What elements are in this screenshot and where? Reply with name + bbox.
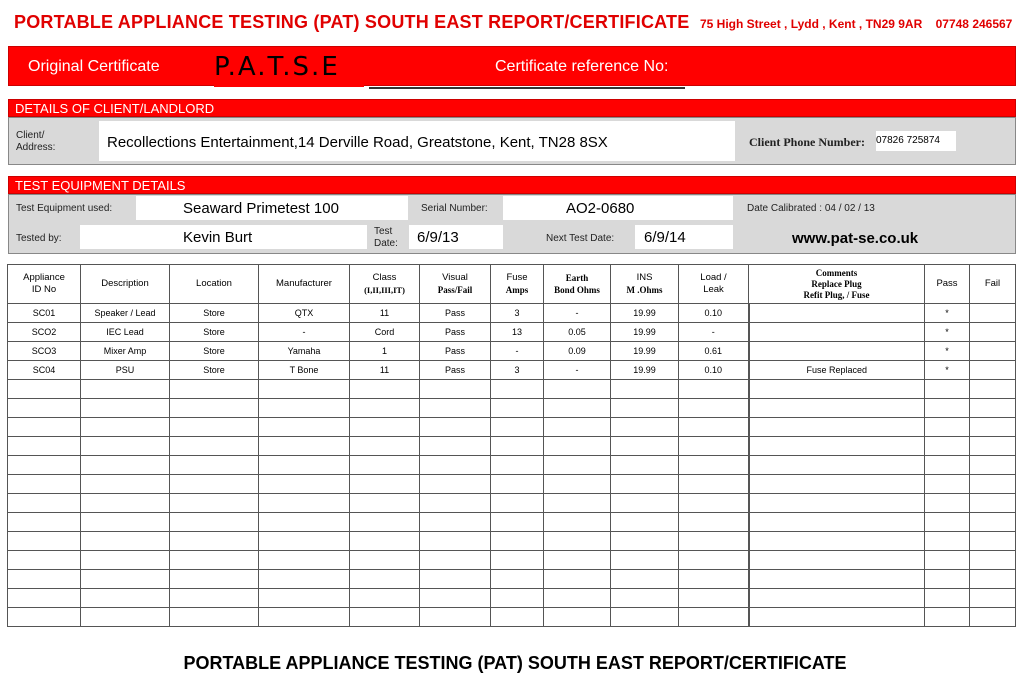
col-header-id: Appliance ID No xyxy=(8,265,81,304)
table-cell[interactable]: Mixer Amp xyxy=(81,342,170,361)
table-cell[interactable] xyxy=(259,494,350,513)
table-cell[interactable] xyxy=(81,494,170,513)
table-cell[interactable] xyxy=(611,513,679,532)
tested-by-field[interactable] xyxy=(80,225,367,249)
client-phone-label: Client Phone Number: xyxy=(749,135,865,149)
table-cell[interactable] xyxy=(8,418,81,437)
table-cell[interactable] xyxy=(420,475,491,494)
table-row xyxy=(8,513,1016,532)
table-cell[interactable]: Pass xyxy=(420,304,491,323)
table-header-row xyxy=(8,265,1016,304)
table-cell[interactable] xyxy=(544,608,611,627)
table-cell[interactable] xyxy=(350,475,420,494)
table-cell[interactable] xyxy=(970,418,1016,437)
table-cell[interactable]: 3 xyxy=(491,361,544,380)
certificate-ref-underline xyxy=(369,87,685,89)
table-cell[interactable]: - xyxy=(544,361,611,380)
table-cell[interactable] xyxy=(420,551,491,570)
table-cell[interactable]: QTX xyxy=(259,304,350,323)
table-cell[interactable] xyxy=(170,551,259,570)
table-cell[interactable] xyxy=(970,570,1016,589)
table-cell[interactable]: 3 xyxy=(491,304,544,323)
serial-field[interactable] xyxy=(503,196,733,220)
table-cell[interactable] xyxy=(491,399,544,418)
table-cell[interactable] xyxy=(491,456,544,475)
table-cell[interactable] xyxy=(925,570,970,589)
col-header-fuse: Fuse Amps xyxy=(491,265,544,304)
table-cell[interactable] xyxy=(970,399,1016,418)
table-cell[interactable] xyxy=(970,323,1016,342)
table-row xyxy=(8,494,1016,513)
table-cell[interactable]: - xyxy=(491,342,544,361)
table-cell[interactable] xyxy=(8,437,81,456)
table-cell[interactable] xyxy=(350,589,420,608)
table-cell[interactable]: 19.99 xyxy=(611,323,679,342)
table-cell[interactable] xyxy=(611,589,679,608)
table-cell[interactable] xyxy=(679,513,749,532)
table-cell[interactable] xyxy=(491,589,544,608)
col-header-location: Location xyxy=(170,265,259,304)
col-header-manufacturer: Manufacturer xyxy=(259,265,350,304)
client-phone-value: 07826 725874 xyxy=(876,135,940,146)
table-cell[interactable] xyxy=(611,608,679,627)
table-cell[interactable] xyxy=(81,570,170,589)
table-cell[interactable] xyxy=(259,380,350,399)
table-cell[interactable] xyxy=(925,418,970,437)
table-cell[interactable] xyxy=(925,380,970,399)
table-cell[interactable]: 19.99 xyxy=(611,304,679,323)
table-cell[interactable]: - xyxy=(544,304,611,323)
table-cell[interactable]: 0.10 xyxy=(679,304,749,323)
table-cell[interactable] xyxy=(350,456,420,475)
table-cell[interactable] xyxy=(749,475,925,494)
table-cell[interactable] xyxy=(679,380,749,399)
table-cell[interactable]: Store xyxy=(170,361,259,380)
table-cell[interactable] xyxy=(170,475,259,494)
table-cell[interactable] xyxy=(491,608,544,627)
table-cell[interactable] xyxy=(420,513,491,532)
next-test-label: Next Test Date: xyxy=(546,233,615,244)
table-cell[interactable] xyxy=(544,380,611,399)
table-cell[interactable] xyxy=(259,475,350,494)
serial-value: AO2-0680 xyxy=(566,200,635,217)
table-cell[interactable] xyxy=(170,437,259,456)
table-cell[interactable] xyxy=(8,380,81,399)
table-cell[interactable] xyxy=(259,437,350,456)
client-section xyxy=(8,117,1016,165)
table-cell[interactable] xyxy=(350,513,420,532)
table-row xyxy=(8,608,1016,627)
table-cell[interactable] xyxy=(611,456,679,475)
table-cell[interactable]: T Bone xyxy=(259,361,350,380)
test-date-field[interactable] xyxy=(409,225,503,249)
table-cell[interactable] xyxy=(925,437,970,456)
table-cell[interactable]: Store xyxy=(170,342,259,361)
calibrated-label: Date Calibrated : 04 / 02 / 13 xyxy=(747,203,875,214)
table-row xyxy=(8,399,1016,418)
equipment-section-header: TEST EQUIPMENT DETAILS xyxy=(8,176,1016,194)
table-cell[interactable] xyxy=(749,418,925,437)
table-cell[interactable] xyxy=(925,399,970,418)
table-cell[interactable] xyxy=(420,608,491,627)
original-certificate-label: Original Certificate xyxy=(28,58,160,75)
table-cell[interactable] xyxy=(350,380,420,399)
table-cell[interactable] xyxy=(8,589,81,608)
col-header-description: Description xyxy=(81,265,170,304)
table-cell[interactable] xyxy=(925,456,970,475)
table-cell[interactable] xyxy=(611,418,679,437)
table-cell[interactable]: * xyxy=(925,323,970,342)
table-cell[interactable] xyxy=(970,361,1016,380)
table-cell[interactable] xyxy=(749,342,925,361)
table-cell[interactable] xyxy=(544,475,611,494)
table-cell[interactable]: Store xyxy=(170,304,259,323)
table-cell[interactable] xyxy=(350,437,420,456)
table-cell[interactable]: IEC Lead xyxy=(81,323,170,342)
table-cell[interactable] xyxy=(350,532,420,551)
table-row xyxy=(8,304,1016,323)
table-cell[interactable] xyxy=(544,418,611,437)
col-header-fail: Fail xyxy=(970,265,1016,304)
table-cell[interactable] xyxy=(544,437,611,456)
client-label-2: Address: xyxy=(16,142,56,153)
table-cell[interactable] xyxy=(679,551,749,570)
table-cell[interactable] xyxy=(970,494,1016,513)
table-cell[interactable] xyxy=(544,589,611,608)
table-cell[interactable] xyxy=(749,551,925,570)
table-cell[interactable]: Pass xyxy=(420,342,491,361)
table-cell[interactable] xyxy=(970,342,1016,361)
client-section-header: DETAILS OF CLIENT/LANDLORD xyxy=(8,99,1016,117)
footer-title: PORTABLE APPLIANCE TESTING (PAT) SOUTH EAST REPORT/CERTIFICATE xyxy=(183,653,847,673)
table-row xyxy=(8,456,1016,475)
table-cell[interactable] xyxy=(925,513,970,532)
table-cell[interactable] xyxy=(170,532,259,551)
table-cell[interactable] xyxy=(491,532,544,551)
table-cell[interactable]: * xyxy=(925,304,970,323)
table-cell[interactable] xyxy=(491,380,544,399)
table-cell[interactable] xyxy=(8,608,81,627)
table-cell[interactable] xyxy=(350,551,420,570)
table-cell[interactable] xyxy=(749,380,925,399)
col-header-load: Load / Leak xyxy=(679,265,749,304)
table-cell[interactable]: Fuse Replaced xyxy=(749,361,925,380)
table-row xyxy=(8,589,1016,608)
table-cell[interactable] xyxy=(679,418,749,437)
table-cell[interactable] xyxy=(420,380,491,399)
table-cell[interactable]: 19.99 xyxy=(611,342,679,361)
table-cell[interactable] xyxy=(170,513,259,532)
table-cell[interactable] xyxy=(544,456,611,475)
table-cell[interactable] xyxy=(925,608,970,627)
table-cell[interactable] xyxy=(420,589,491,608)
equipment-field[interactable] xyxy=(136,196,408,220)
table-cell[interactable] xyxy=(170,456,259,475)
table-cell[interactable] xyxy=(420,437,491,456)
table-cell[interactable]: SC04 xyxy=(8,361,81,380)
table-cell[interactable] xyxy=(420,570,491,589)
table-cell[interactable] xyxy=(544,399,611,418)
table-cell[interactable] xyxy=(81,380,170,399)
table-cell[interactable]: 11 xyxy=(350,361,420,380)
table-cell[interactable] xyxy=(544,494,611,513)
company-address: 75 High Street , Lydd , Kent , TN29 9AR xyxy=(700,17,923,31)
test-date-label-1: Test xyxy=(374,226,393,237)
table-cell[interactable] xyxy=(925,589,970,608)
table-cell[interactable] xyxy=(749,608,925,627)
table-cell[interactable] xyxy=(81,589,170,608)
table-cell[interactable] xyxy=(679,437,749,456)
table-cell[interactable]: - xyxy=(679,323,749,342)
table-cell[interactable] xyxy=(81,418,170,437)
table-cell[interactable] xyxy=(259,532,350,551)
table-cell[interactable]: 1 xyxy=(350,342,420,361)
table-cell[interactable] xyxy=(749,437,925,456)
table-cell[interactable] xyxy=(749,570,925,589)
table-cell[interactable] xyxy=(491,418,544,437)
table-cell[interactable] xyxy=(544,513,611,532)
table-body xyxy=(8,304,1016,627)
table-row xyxy=(8,380,1016,399)
table-cell[interactable] xyxy=(81,608,170,627)
table-cell[interactable] xyxy=(749,532,925,551)
table-cell[interactable] xyxy=(925,494,970,513)
table-cell[interactable] xyxy=(491,494,544,513)
table-cell[interactable] xyxy=(8,551,81,570)
table-cell[interactable] xyxy=(544,570,611,589)
table-row xyxy=(8,437,1016,456)
table-cell[interactable] xyxy=(611,532,679,551)
table-cell[interactable] xyxy=(679,399,749,418)
table-cell[interactable]: SC01 xyxy=(8,304,81,323)
table-cell[interactable] xyxy=(259,570,350,589)
col-header-pass: Pass xyxy=(925,265,970,304)
table-cell[interactable] xyxy=(8,532,81,551)
table-cell[interactable] xyxy=(970,437,1016,456)
table-cell[interactable] xyxy=(170,380,259,399)
next-test-value: 6/9/14 xyxy=(644,229,686,246)
table-cell[interactable] xyxy=(8,475,81,494)
col-header-earth: Earth Bond Ohms xyxy=(544,265,611,304)
table-cell[interactable] xyxy=(970,380,1016,399)
website-link[interactable]: www.pat-se.co.uk xyxy=(792,230,919,247)
table-row xyxy=(8,475,1016,494)
table-cell[interactable] xyxy=(491,437,544,456)
table-cell[interactable]: Store xyxy=(170,323,259,342)
table-cell[interactable] xyxy=(749,304,925,323)
table-cell[interactable] xyxy=(350,608,420,627)
results-table xyxy=(7,264,1016,627)
table-cell[interactable] xyxy=(8,456,81,475)
table-cell[interactable] xyxy=(491,551,544,570)
table-cell[interactable] xyxy=(970,475,1016,494)
table-cell[interactable] xyxy=(420,418,491,437)
table-cell[interactable] xyxy=(259,513,350,532)
client-label-1: Client/ xyxy=(16,130,45,141)
table-cell[interactable] xyxy=(925,551,970,570)
tested-by-label: Tested by: xyxy=(16,233,62,244)
table-cell[interactable] xyxy=(749,494,925,513)
col-header-comments: Comments Replace Plug Refit Plug, / Fuse xyxy=(749,265,925,304)
table-cell[interactable] xyxy=(749,399,925,418)
certificate-banner xyxy=(8,46,1016,86)
table-cell[interactable] xyxy=(81,475,170,494)
table-cell[interactable] xyxy=(611,399,679,418)
table-row xyxy=(8,551,1016,570)
table-cell[interactable] xyxy=(259,608,350,627)
table-cell[interactable] xyxy=(259,551,350,570)
table-cell[interactable] xyxy=(491,475,544,494)
table-cell[interactable] xyxy=(170,494,259,513)
table-cell[interactable] xyxy=(170,589,259,608)
table-row xyxy=(8,361,1016,380)
company-phone: 07748 246567 xyxy=(935,17,1013,31)
table-row xyxy=(8,532,1016,551)
company-contact xyxy=(700,17,1012,31)
table-cell[interactable] xyxy=(544,532,611,551)
table-cell[interactable]: 0.09 xyxy=(544,342,611,361)
table-cell[interactable]: 0.10 xyxy=(679,361,749,380)
table-cell[interactable] xyxy=(259,589,350,608)
table-cell[interactable] xyxy=(8,399,81,418)
table-cell[interactable]: 11 xyxy=(350,304,420,323)
table-cell[interactable]: SCO2 xyxy=(8,323,81,342)
table-cell[interactable] xyxy=(611,475,679,494)
test-date-value: 6/9/13 xyxy=(417,229,459,246)
table-cell[interactable] xyxy=(259,418,350,437)
table-cell[interactable]: Speaker / Lead xyxy=(81,304,170,323)
table-cell[interactable]: SCO3 xyxy=(8,342,81,361)
table-cell[interactable] xyxy=(259,456,350,475)
table-cell[interactable]: 0.61 xyxy=(679,342,749,361)
serial-label: Serial Number: xyxy=(421,203,488,214)
table-cell[interactable] xyxy=(970,608,1016,627)
table-cell[interactable] xyxy=(679,589,749,608)
equipment-value: Seaward Primetest 100 xyxy=(183,200,339,217)
table-cell[interactable] xyxy=(420,456,491,475)
client-address-field[interactable] xyxy=(99,121,735,161)
table-row xyxy=(8,418,1016,437)
table-cell[interactable] xyxy=(491,513,544,532)
table-cell[interactable] xyxy=(611,437,679,456)
table-cell[interactable] xyxy=(259,399,350,418)
table-cell[interactable]: - xyxy=(259,323,350,342)
tested-by-value: Kevin Burt xyxy=(183,229,253,246)
table-cell[interactable] xyxy=(350,399,420,418)
col-header-class: Class (I,II,III,IT) xyxy=(350,265,420,304)
table-cell[interactable] xyxy=(749,589,925,608)
table-cell[interactable] xyxy=(970,304,1016,323)
test-date-label-2: Date: xyxy=(374,238,398,249)
table-cell[interactable] xyxy=(81,551,170,570)
table-cell[interactable] xyxy=(81,437,170,456)
table-cell[interactable] xyxy=(170,418,259,437)
table-cell[interactable] xyxy=(970,551,1016,570)
table-cell[interactable] xyxy=(749,323,925,342)
table-cell[interactable]: Pass xyxy=(420,323,491,342)
table-cell[interactable]: * xyxy=(925,361,970,380)
table-cell[interactable]: Cord xyxy=(350,323,420,342)
table-cell[interactable] xyxy=(749,513,925,532)
table-cell[interactable] xyxy=(350,418,420,437)
table-cell[interactable] xyxy=(81,513,170,532)
equipment-section xyxy=(8,194,1016,254)
table-cell[interactable] xyxy=(170,399,259,418)
table-cell[interactable] xyxy=(8,494,81,513)
table-cell[interactable] xyxy=(544,551,611,570)
table-row xyxy=(8,342,1016,361)
table-cell[interactable] xyxy=(420,532,491,551)
table-cell[interactable] xyxy=(925,475,970,494)
table-cell[interactable] xyxy=(8,513,81,532)
table-cell[interactable]: 13 xyxy=(491,323,544,342)
table-cell[interactable] xyxy=(350,494,420,513)
table-cell[interactable]: 0.05 xyxy=(544,323,611,342)
table-cell[interactable] xyxy=(679,475,749,494)
table-cell[interactable] xyxy=(679,532,749,551)
table-cell[interactable] xyxy=(170,608,259,627)
table-cell[interactable] xyxy=(679,456,749,475)
client-address-value: Recollections Entertainment,14 Derville Road, Greatstone, Kent, TN28 8SX xyxy=(107,134,608,151)
table-cell[interactable] xyxy=(611,380,679,399)
table-cell[interactable]: 19.99 xyxy=(611,361,679,380)
col-header-visual: Visual Pass/Fail xyxy=(420,265,491,304)
table-cell[interactable] xyxy=(679,570,749,589)
table-cell[interactable] xyxy=(611,570,679,589)
table-cell[interactable] xyxy=(970,456,1016,475)
table-cell[interactable] xyxy=(611,494,679,513)
table-cell[interactable]: Pass xyxy=(420,361,491,380)
table-cell[interactable] xyxy=(491,570,544,589)
table-cell[interactable] xyxy=(925,532,970,551)
table-cell[interactable] xyxy=(170,570,259,589)
table-cell[interactable] xyxy=(81,399,170,418)
table-cell[interactable] xyxy=(81,532,170,551)
table-cell[interactable] xyxy=(8,570,81,589)
table-cell[interactable] xyxy=(81,456,170,475)
next-test-field[interactable] xyxy=(635,225,733,249)
page-title: PORTABLE APPLIANCE TESTING (PAT) SOUTH EAST REPORT/CERTIFICATE xyxy=(14,12,690,32)
table-row xyxy=(8,323,1016,342)
table-cell[interactable] xyxy=(970,532,1016,551)
equipment-label: Test Equipment used: xyxy=(16,203,113,214)
table-row xyxy=(8,570,1016,589)
table-cell[interactable] xyxy=(970,513,1016,532)
table-cell[interactable] xyxy=(749,456,925,475)
table-cell[interactable]: * xyxy=(925,342,970,361)
col-header-ins: INS M .Ohms xyxy=(611,265,679,304)
table-cell[interactable] xyxy=(679,608,749,627)
patse-logo: P.A.T.S.E xyxy=(214,47,364,87)
table-cell[interactable] xyxy=(970,589,1016,608)
table-cell[interactable] xyxy=(420,494,491,513)
table-cell[interactable]: PSU xyxy=(81,361,170,380)
table-cell[interactable]: Yamaha xyxy=(259,342,350,361)
table-cell[interactable] xyxy=(350,570,420,589)
table-cell[interactable] xyxy=(611,551,679,570)
table-cell[interactable] xyxy=(420,399,491,418)
certificate-ref-label: Certificate reference No: xyxy=(495,58,669,75)
client-phone-field[interactable] xyxy=(876,131,956,151)
table-cell[interactable] xyxy=(679,494,749,513)
